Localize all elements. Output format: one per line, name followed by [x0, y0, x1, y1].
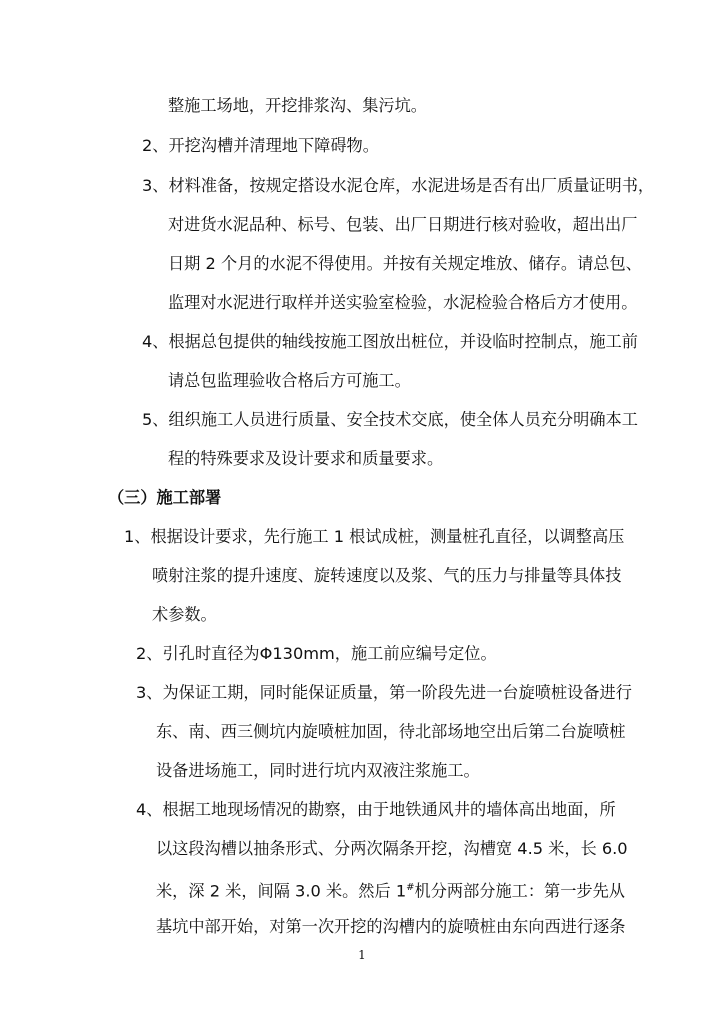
- list-item: 2、引孔时直径为Φ130mm，施工前应编号定位。: [136, 644, 497, 663]
- text-line: 东、南、西三侧坑内旋喷桩加固，待北部场地空出后第二台旋喷桩: [156, 722, 626, 741]
- list-item: 3、材料准备，按规定搭设水泥仓库，水泥进场是否有出厂质量证明书，: [142, 176, 655, 195]
- list-item: 4、根据工地现场情况的勘察，由于地铁通风井的墙体高出地面，所: [136, 800, 616, 819]
- section-heading: （三）施工部署: [108, 488, 222, 507]
- superscript-mark: #: [406, 882, 415, 893]
- text-line: 喷射注浆的提升速度、旋转速度以及浆、气的压力与排量等具体技: [152, 566, 622, 585]
- list-item: 1、根据设计要求，先行施工 1 根试成桩，测量桩孔直径，以调整高压: [124, 527, 625, 546]
- text-line: 请总包监理验收合格后方可施工。: [168, 371, 411, 390]
- list-item: 2、开挖沟槽并清理地下障碍物。: [142, 136, 379, 155]
- text-line: [156, 877, 625, 902]
- text-line: 整施工场地，开挖排浆沟、集污坑。: [168, 96, 427, 115]
- text-line: 以这段沟槽以抽条形式、分两次隔条开挖，沟槽宽 4.5 米，长 6.0: [156, 839, 628, 858]
- text-line: 监理对水泥进行取样并送实验室检验，水泥检验合格后方才使用。: [168, 293, 638, 312]
- list-item: 3、为保证工期，同时能保证质量，第一阶段先进一台旋喷桩设备进行: [136, 683, 632, 702]
- text-segment: 米，深 2 米，间隔 3.0 米。然后 1: [156, 881, 407, 901]
- text-line: 术参数。: [152, 605, 217, 624]
- page-number: 1: [358, 948, 366, 962]
- text-line: 程的特殊要求及设计要求和质量要求。: [168, 449, 444, 468]
- text-segment: 机分两部分施工：第一步先从: [414, 881, 625, 901]
- text-line: 日期 2 个月的水泥不得使用。并按有关规定堆放、储存。请总包、: [168, 254, 642, 273]
- text-line: 对进货水泥品种、标号、包装、出厂日期进行核对验收，超出出厂: [168, 215, 638, 234]
- text-line: 基坑中部开始，对第一次开挖的沟槽内的旋喷桩由东向西进行逐条: [156, 917, 626, 936]
- list-item: 4、根据总包提供的轴线按施工图放出桩位，并设临时控制点，施工前: [142, 332, 638, 351]
- list-item: 5、组织施工人员进行质量、安全技术交底，使全体人员充分明确本工: [142, 410, 638, 429]
- text-line: 设备进场施工，同时进行坑内双液注浆施工。: [156, 761, 480, 780]
